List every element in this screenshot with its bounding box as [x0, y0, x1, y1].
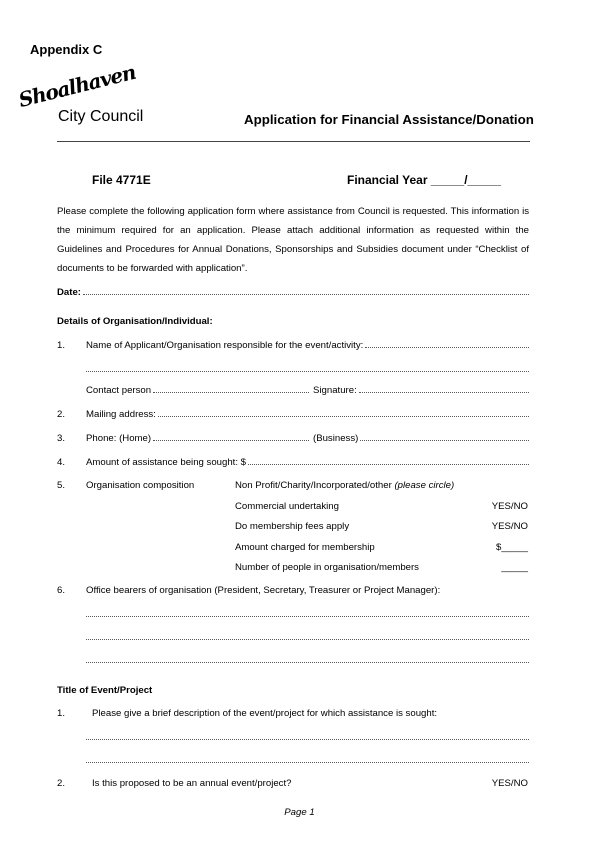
mailing-address-field[interactable]: [158, 416, 529, 417]
event-description-field-line1[interactable]: [86, 739, 529, 740]
q2-row: [86, 409, 529, 420]
logo-wordmark: Shoalhaven: [16, 59, 138, 112]
office-bearers-field-line1[interactable]: [86, 616, 529, 617]
membership-fees-yes-no[interactable]: YES/NO: [491, 521, 528, 532]
q2-label: Mailing address:: [86, 409, 156, 420]
page-number: Page 1: [284, 807, 315, 818]
date-field[interactable]: [83, 294, 529, 295]
signature-row: [313, 385, 529, 396]
q4-label: Amount of assistance being sought: $: [86, 457, 246, 468]
q3-home-row: [86, 433, 309, 444]
date-label: Date:: [57, 287, 81, 298]
member-count-field[interactable]: _____: [501, 562, 528, 573]
contact-label: Contact person: [86, 385, 152, 396]
event-q2-number: 2.: [57, 778, 66, 789]
council-logo: [16, 59, 170, 136]
q1-number: 1.: [57, 340, 66, 351]
file-number: File 4771E: [92, 173, 151, 187]
q1-label: Name of Applicant/Organisation responsible for the event/activity:: [86, 340, 364, 351]
q3-business-row: [313, 433, 529, 444]
commercial-yes-no[interactable]: YES/NO: [491, 501, 528, 512]
header-rule: [57, 141, 530, 142]
q6-label: Office bearers of organisation (President, Secretary, Treasurer or Project Manager):: [86, 585, 441, 596]
phone-home-field[interactable]: [153, 440, 309, 441]
q4-row: [86, 457, 529, 468]
membership-amount-label: Amount charged for membership: [235, 542, 375, 553]
date-row: [57, 287, 529, 298]
office-bearers-field-line2[interactable]: [86, 639, 529, 640]
applicant-name-field[interactable]: [365, 347, 529, 348]
logo-subtitle: City Council: [58, 108, 144, 125]
org-type-hint: (please circle): [394, 480, 455, 491]
applicant-name-field-line2[interactable]: [86, 371, 529, 372]
event-q1-number: 1.: [57, 708, 66, 719]
org-type-label: Non Profit/Charity/Incorporated/other: [235, 480, 392, 491]
appendix-label: Appendix C: [30, 42, 103, 57]
q5-label: Organisation composition: [86, 480, 195, 491]
assistance-amount-field[interactable]: [248, 464, 529, 465]
contact-person-field[interactable]: [153, 392, 309, 393]
office-bearers-field-line3[interactable]: [86, 662, 529, 663]
q6-number: 6.: [57, 585, 66, 596]
membership-amount-field[interactable]: $_____: [495, 542, 528, 553]
phone-home-label: Phone: (Home): [86, 433, 152, 444]
financial-year: Financial Year _____/_____: [347, 173, 501, 187]
signature-label: Signature:: [313, 385, 357, 396]
form-title: Application for Financial Assistance/Donation: [244, 112, 534, 127]
annual-event-yes-no[interactable]: YES/NO: [491, 778, 528, 789]
q5-number: 5.: [57, 480, 66, 491]
member-count-label: Number of people in organisation/members: [235, 562, 419, 573]
org-section-heading: Details of Organisation/Individual:: [57, 316, 213, 327]
event-description-field-line2[interactable]: [86, 762, 529, 763]
membership-fees-label: Do membership fees apply: [235, 521, 350, 532]
intro-paragraph: Please complete the following application form where assistance from Council is requested. This information is the minimum required for an application. Please attach additional information as requested within the Guidelines and Procedures for Annual Donations, Sponsorships and Subsidies document under “Checklist of documents to be forwarded with application”.: [57, 206, 529, 274]
event-section-heading: Title of Event/Project: [57, 685, 153, 696]
phone-business-label: (Business): [313, 433, 359, 444]
org-type-options[interactable]: [235, 480, 454, 491]
contact-row: [86, 385, 309, 396]
event-q1-label: Please give a brief description of the event/project for which assistance is sought:: [92, 708, 438, 719]
event-q2-label: Is this proposed to be an annual event/project?: [92, 778, 292, 789]
signature-field[interactable]: [359, 392, 529, 393]
q1-row: [86, 340, 529, 351]
q4-number: 4.: [57, 457, 66, 468]
q3-number: 3.: [57, 433, 66, 444]
commercial-label: Commercial undertaking: [235, 501, 339, 512]
q2-number: 2.: [57, 409, 66, 420]
phone-business-field[interactable]: [360, 440, 529, 441]
